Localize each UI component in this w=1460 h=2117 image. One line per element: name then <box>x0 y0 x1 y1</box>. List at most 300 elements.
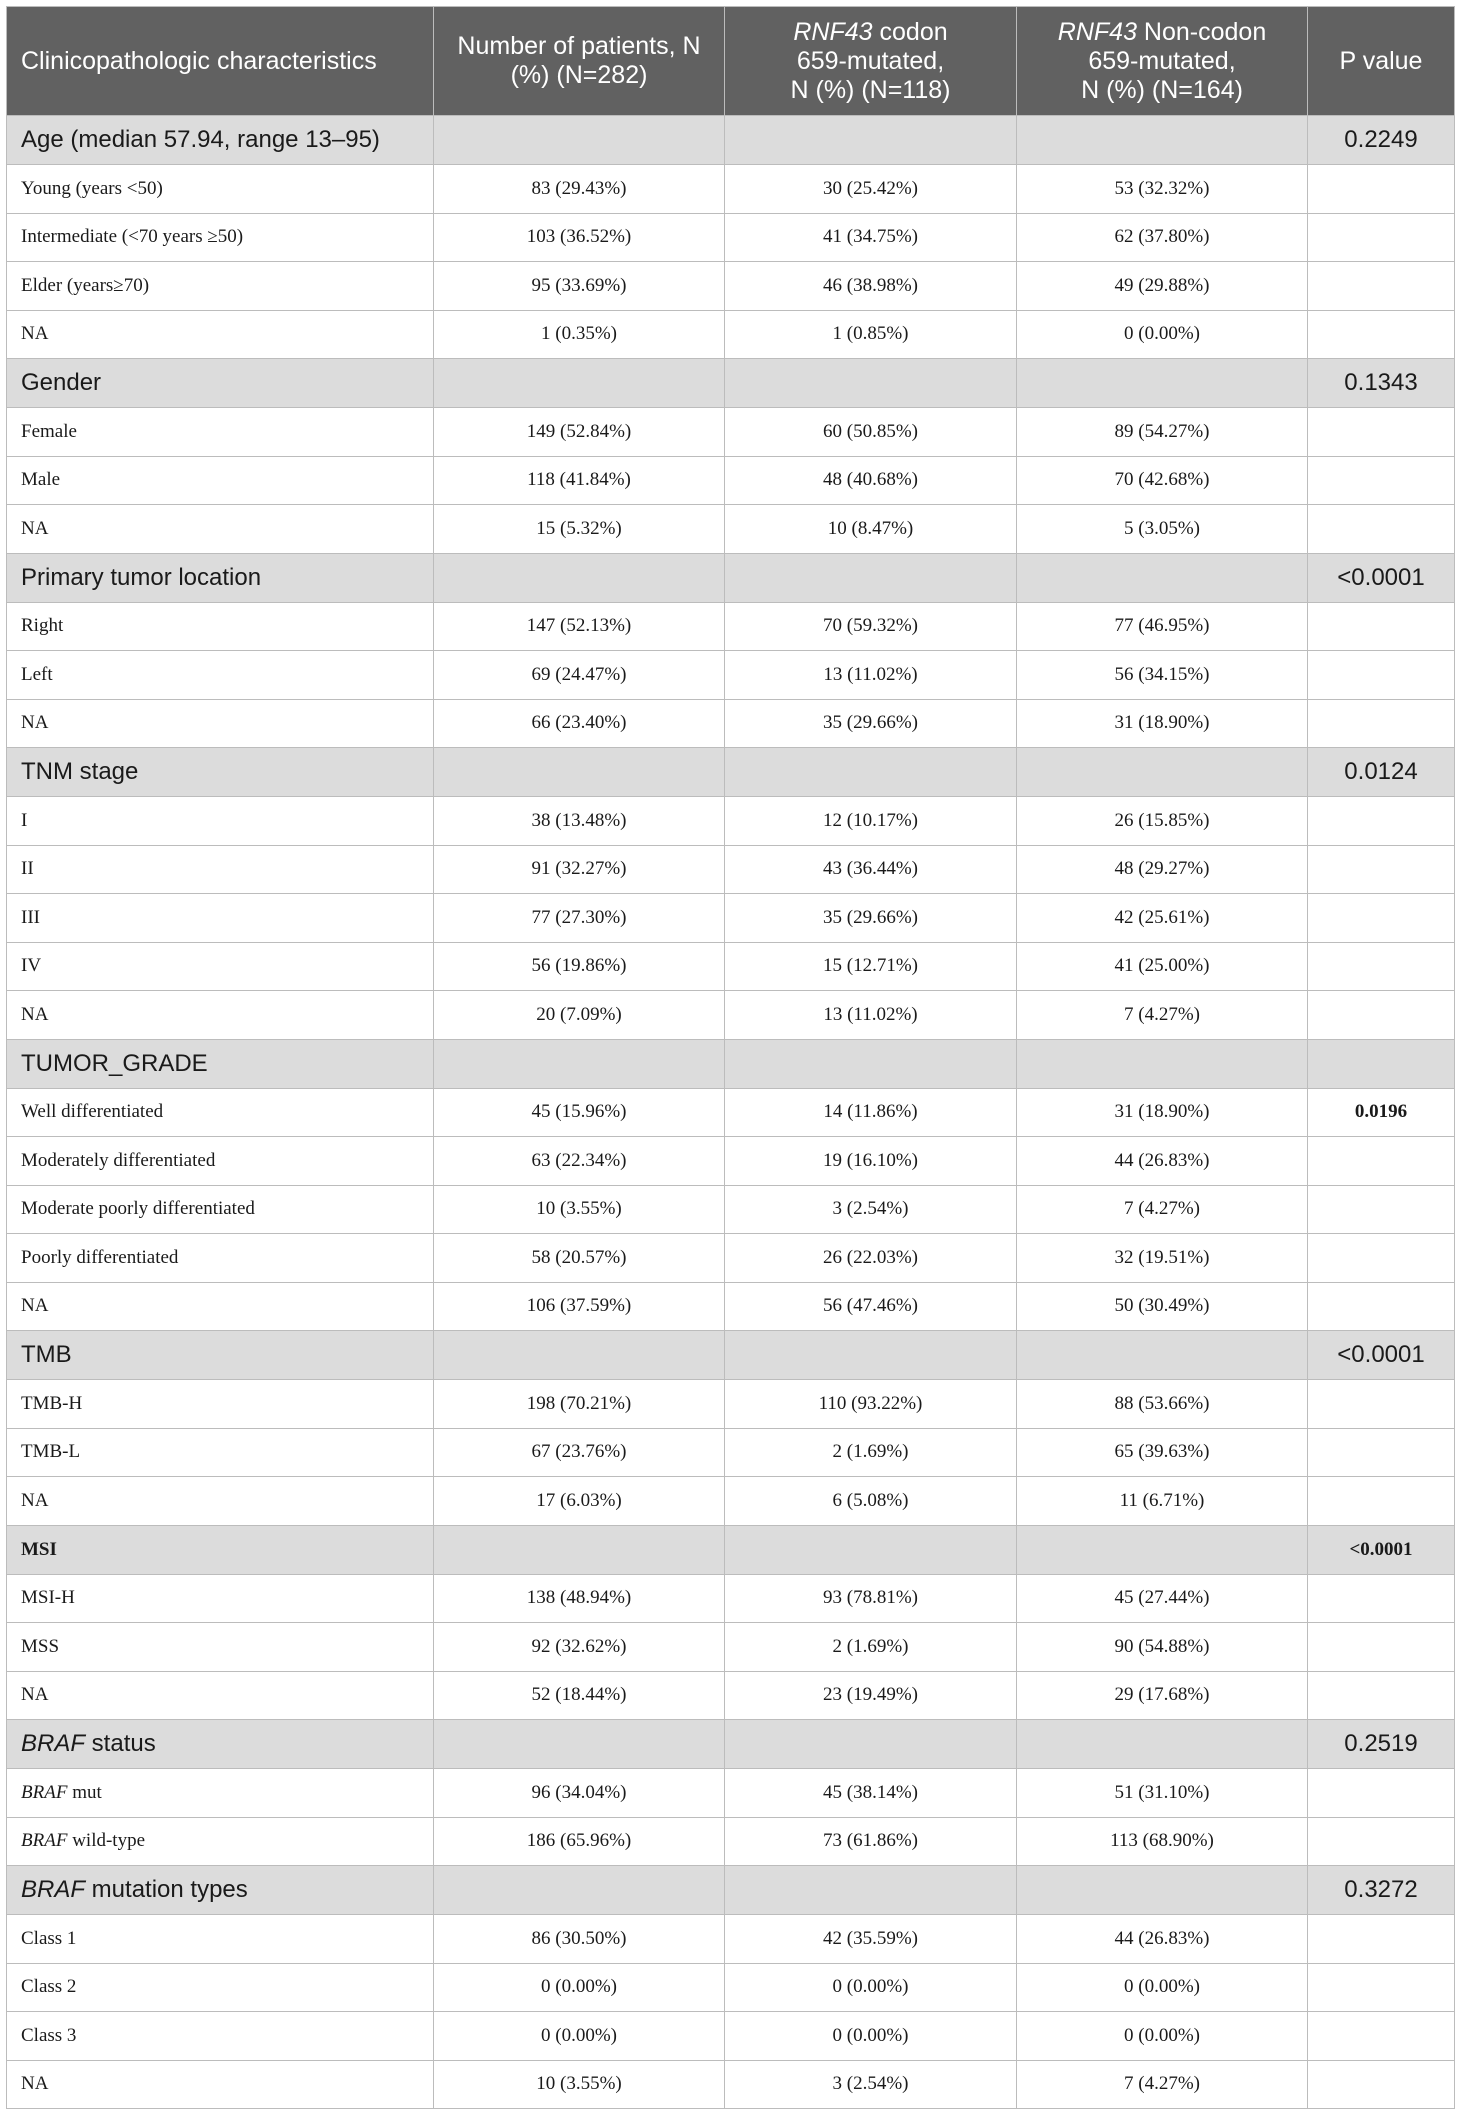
header-noncodon-gene: RNF43 <box>1057 17 1137 46</box>
cell-codon-mutated: 26 (22.03%) <box>725 1234 1017 1283</box>
cell-p-value: 0.0196 <box>1308 1088 1455 1137</box>
cell-total: 10 (3.55%) <box>434 2060 725 2109</box>
row-label-text: Left <box>21 663 53 685</box>
cell-noncodon-mutated: 7 (4.27%) <box>1017 1185 1308 1234</box>
row-label-text: Moderate poorly differentiated <box>21 1198 255 1220</box>
cell-p-value <box>1308 2012 1455 2061</box>
section-p-value: <0.0001 <box>1308 1331 1455 1380</box>
cell-noncodon-mutated: 0 (0.00%) <box>1017 310 1308 359</box>
cell-p-value <box>1308 1282 1455 1331</box>
cell-p-value <box>1308 845 1455 894</box>
cell-p-value <box>1308 1915 1455 1964</box>
section-title-text: status <box>85 1730 156 1757</box>
row-label <box>7 262 434 311</box>
cell-p-value <box>1308 165 1455 214</box>
section-title <box>7 1525 434 1574</box>
header-noncodon-line2: 659-mutated, <box>1088 46 1236 75</box>
table-row <box>7 797 1455 846</box>
table-row <box>7 1963 1455 2012</box>
cell-total: 103 (36.52%) <box>434 213 725 262</box>
cell-p-value <box>1308 991 1455 1040</box>
section-title <box>7 116 434 165</box>
cell-codon-mutated: 23 (19.49%) <box>725 1671 1017 1720</box>
cell-p-value <box>1308 1234 1455 1283</box>
cell-p-value <box>1308 1574 1455 1623</box>
cell-total: 0 (0.00%) <box>434 1963 725 2012</box>
section-p-value: <0.0001 <box>1308 553 1455 602</box>
table-row <box>7 505 1455 554</box>
row-label <box>7 1185 434 1234</box>
row-label <box>7 213 434 262</box>
cell-codon-mutated: 2 (1.69%) <box>725 1623 1017 1672</box>
cell-codon-mutated: 13 (11.02%) <box>725 651 1017 700</box>
row-label <box>7 797 434 846</box>
cell-noncodon-mutated: 5 (3.05%) <box>1017 505 1308 554</box>
row-label-text: NA <box>21 1684 49 1706</box>
row-label <box>7 651 434 700</box>
cell-codon-mutated: 1 (0.85%) <box>725 310 1017 359</box>
row-label <box>7 1623 434 1672</box>
row-label <box>7 310 434 359</box>
cell-total: 147 (52.13%) <box>434 602 725 651</box>
section-empty-cell <box>434 1720 725 1769</box>
cell-noncodon-mutated: 31 (18.90%) <box>1017 699 1308 748</box>
section-empty-cell <box>1017 1525 1308 1574</box>
table-row <box>7 1282 1455 1331</box>
cell-codon-mutated: 56 (47.46%) <box>725 1282 1017 1331</box>
cell-noncodon-mutated: 90 (54.88%) <box>1017 1623 1308 1672</box>
section-row <box>7 1331 1455 1380</box>
row-label-text: NA <box>21 1295 49 1317</box>
section-row <box>7 116 1455 165</box>
cell-codon-mutated: 46 (38.98%) <box>725 262 1017 311</box>
section-empty-cell <box>1017 1331 1308 1380</box>
section-p-value: 0.0124 <box>1308 748 1455 797</box>
cell-total: 83 (29.43%) <box>434 165 725 214</box>
row-label <box>7 1088 434 1137</box>
cell-noncodon-mutated: 44 (26.83%) <box>1017 1915 1308 1964</box>
cell-total: 17 (6.03%) <box>434 1477 725 1526</box>
cell-noncodon-mutated: 51 (31.10%) <box>1017 1769 1308 1818</box>
section-row <box>7 1866 1455 1915</box>
cell-total: 15 (5.32%) <box>434 505 725 554</box>
cell-noncodon-mutated: 32 (19.51%) <box>1017 1234 1308 1283</box>
cell-p-value <box>1308 894 1455 943</box>
cell-noncodon-mutated: 49 (29.88%) <box>1017 262 1308 311</box>
row-label <box>7 1671 434 1720</box>
cell-codon-mutated: 43 (36.44%) <box>725 845 1017 894</box>
row-label-text: NA <box>21 517 49 539</box>
cell-p-value <box>1308 262 1455 311</box>
cell-total: 63 (22.34%) <box>434 1137 725 1186</box>
cell-p-value <box>1308 1380 1455 1429</box>
row-label <box>7 991 434 1040</box>
cell-noncodon-mutated: 88 (53.66%) <box>1017 1380 1308 1429</box>
section-empty-cell <box>725 1720 1017 1769</box>
cell-p-value <box>1308 651 1455 700</box>
table-header-row <box>7 7 1455 116</box>
cell-noncodon-mutated: 29 (17.68%) <box>1017 1671 1308 1720</box>
section-empty-cell <box>1017 359 1308 408</box>
section-title-text: Age (median 57.94, range 13–95) <box>21 126 380 153</box>
cell-codon-mutated: 45 (38.14%) <box>725 1769 1017 1818</box>
section-title-text: TMB <box>21 1341 72 1368</box>
section-empty-cell <box>725 1525 1017 1574</box>
row-label-text: TMB-L <box>21 1441 81 1463</box>
row-label-text: Moderately differentiated <box>21 1149 216 1171</box>
row-label <box>7 845 434 894</box>
cell-p-value <box>1308 456 1455 505</box>
section-empty-cell <box>725 748 1017 797</box>
cell-codon-mutated: 13 (11.02%) <box>725 991 1017 1040</box>
section-p-value: <0.0001 <box>1308 1525 1455 1574</box>
header-characteristics: Clinicopathologic characteristics <box>7 7 434 116</box>
cell-p-value <box>1308 2060 1455 2109</box>
cell-noncodon-mutated: 77 (46.95%) <box>1017 602 1308 651</box>
section-title-text: mutation types <box>85 1876 248 1903</box>
row-label <box>7 408 434 457</box>
header-codon-line3: N (%) (N=118) <box>790 75 951 104</box>
section-empty-cell <box>434 748 725 797</box>
cell-total: 69 (24.47%) <box>434 651 725 700</box>
section-empty-cell <box>434 553 725 602</box>
cell-codon-mutated: 93 (78.81%) <box>725 1574 1017 1623</box>
cell-p-value <box>1308 310 1455 359</box>
section-row <box>7 553 1455 602</box>
cell-p-value <box>1308 505 1455 554</box>
section-p-value: 0.2249 <box>1308 116 1455 165</box>
cell-total: 91 (32.27%) <box>434 845 725 894</box>
cell-total: 186 (65.96%) <box>434 1817 725 1866</box>
cell-noncodon-mutated: 42 (25.61%) <box>1017 894 1308 943</box>
row-label-text: NA <box>21 712 49 734</box>
header-codon-gene: RNF43 <box>793 17 873 46</box>
section-row <box>7 1720 1455 1769</box>
cell-p-value <box>1308 408 1455 457</box>
row-label-text: NA <box>21 2073 49 2095</box>
table-row <box>7 1574 1455 1623</box>
table-row <box>7 1185 1455 1234</box>
cell-total: 149 (52.84%) <box>434 408 725 457</box>
row-label-text: Right <box>21 615 64 637</box>
row-label-text: I <box>21 809 28 831</box>
clinicopathologic-table <box>6 6 1455 2109</box>
cell-p-value <box>1308 699 1455 748</box>
cell-noncodon-mutated: 89 (54.27%) <box>1017 408 1308 457</box>
cell-total: 77 (27.30%) <box>434 894 725 943</box>
cell-codon-mutated: 48 (40.68%) <box>725 456 1017 505</box>
header-noncodon-line3: N (%) (N=164) <box>1081 75 1243 104</box>
table-row <box>7 2012 1455 2061</box>
cell-codon-mutated: 3 (2.54%) <box>725 1185 1017 1234</box>
cell-total: 10 (3.55%) <box>434 1185 725 1234</box>
cell-total: 118 (41.84%) <box>434 456 725 505</box>
cell-codon-mutated: 0 (0.00%) <box>725 2012 1017 2061</box>
cell-total: 45 (15.96%) <box>434 1088 725 1137</box>
header-total-patients: Number of patients, N (%) (N=282) <box>434 7 725 116</box>
section-title-text: MSI <box>21 1538 57 1560</box>
cell-codon-mutated: 14 (11.86%) <box>725 1088 1017 1137</box>
section-title <box>7 1866 434 1915</box>
cell-p-value <box>1308 602 1455 651</box>
cell-noncodon-mutated: 56 (34.15%) <box>1017 651 1308 700</box>
row-label <box>7 699 434 748</box>
cell-p-value <box>1308 1477 1455 1526</box>
section-empty-cell <box>434 1039 725 1088</box>
row-label-text: mut <box>67 1781 102 1803</box>
table-row <box>7 602 1455 651</box>
row-label-text: II <box>21 858 34 880</box>
table-row <box>7 456 1455 505</box>
row-label <box>7 1963 434 2012</box>
row-label <box>7 2060 434 2109</box>
table-row <box>7 1623 1455 1672</box>
cell-total: 0 (0.00%) <box>434 2012 725 2061</box>
row-label-text: Young (years <50) <box>21 177 163 199</box>
cell-noncodon-mutated: 0 (0.00%) <box>1017 1963 1308 2012</box>
row-label <box>7 1282 434 1331</box>
section-row <box>7 359 1455 408</box>
row-label <box>7 505 434 554</box>
header-codon-line2: 659-mutated, <box>796 46 945 75</box>
row-label-text: wild-type <box>67 1830 146 1852</box>
section-p-value: 0.2519 <box>1308 1720 1455 1769</box>
row-label <box>7 1915 434 1964</box>
header-codon-mutated <box>725 7 1017 116</box>
section-empty-cell <box>725 116 1017 165</box>
cell-noncodon-mutated: 113 (68.90%) <box>1017 1817 1308 1866</box>
row-label-text: NA <box>21 1489 49 1511</box>
table-row <box>7 1380 1455 1429</box>
cell-noncodon-mutated: 65 (39.63%) <box>1017 1428 1308 1477</box>
cell-codon-mutated: 10 (8.47%) <box>725 505 1017 554</box>
row-label <box>7 602 434 651</box>
cell-total: 38 (13.48%) <box>434 797 725 846</box>
cell-p-value <box>1308 1963 1455 2012</box>
cell-codon-mutated: 3 (2.54%) <box>725 2060 1017 2109</box>
row-label-text: TMB-H <box>21 1392 83 1414</box>
row-label-text: Class 3 <box>21 2024 77 2046</box>
header-codon-line1: codon <box>872 17 948 46</box>
table-row <box>7 1234 1455 1283</box>
cell-codon-mutated: 73 (61.86%) <box>725 1817 1017 1866</box>
cell-p-value <box>1308 797 1455 846</box>
row-label-text: Female <box>21 420 77 442</box>
table-row <box>7 942 1455 991</box>
row-label-text: IV <box>21 955 42 977</box>
cell-codon-mutated: 35 (29.66%) <box>725 699 1017 748</box>
cell-noncodon-mutated: 44 (26.83%) <box>1017 1137 1308 1186</box>
section-title-text: Primary tumor location <box>21 563 262 591</box>
section-empty-cell <box>1017 116 1308 165</box>
row-label <box>7 1380 434 1429</box>
table-row <box>7 213 1455 262</box>
cell-p-value <box>1308 213 1455 262</box>
row-label <box>7 1817 434 1866</box>
table-row <box>7 894 1455 943</box>
cell-codon-mutated: 2 (1.69%) <box>725 1428 1017 1477</box>
table-row <box>7 1817 1455 1866</box>
row-label <box>7 456 434 505</box>
cell-codon-mutated: 35 (29.66%) <box>725 894 1017 943</box>
section-empty-cell <box>725 1331 1017 1380</box>
row-label <box>7 1477 434 1526</box>
section-empty-cell <box>725 1866 1017 1915</box>
row-label-text: Well differentiated <box>21 1101 164 1123</box>
cell-codon-mutated: 110 (93.22%) <box>725 1380 1017 1429</box>
row-label-text: Poorly differentiated <box>21 1246 179 1268</box>
cell-total: 106 (37.59%) <box>434 1282 725 1331</box>
section-title <box>7 1039 434 1088</box>
section-p-value: 0.3272 <box>1308 1866 1455 1915</box>
section-title-text: TNM stage <box>21 758 139 785</box>
cell-codon-mutated: 0 (0.00%) <box>725 1963 1017 2012</box>
section-title-text: TUMOR_GRADE <box>21 1049 208 1077</box>
cell-codon-mutated: 30 (25.42%) <box>725 165 1017 214</box>
cell-p-value <box>1308 942 1455 991</box>
table-row <box>7 1915 1455 1964</box>
cell-total: 20 (7.09%) <box>434 991 725 1040</box>
row-label-text: NA <box>21 1003 49 1025</box>
row-label-text: Class 1 <box>21 1927 77 1949</box>
header-noncodon-mutated <box>1017 7 1308 116</box>
section-title-text: Gender <box>21 369 102 396</box>
row-label <box>7 942 434 991</box>
cell-codon-mutated: 70 (59.32%) <box>725 602 1017 651</box>
section-empty-cell <box>725 553 1017 602</box>
cell-noncodon-mutated: 53 (32.32%) <box>1017 165 1308 214</box>
cell-p-value <box>1308 1137 1455 1186</box>
cell-total: 95 (33.69%) <box>434 262 725 311</box>
cell-total: 56 (19.86%) <box>434 942 725 991</box>
cell-total: 58 (20.57%) <box>434 1234 725 1283</box>
section-p-value: 0.1343 <box>1308 359 1455 408</box>
table-row <box>7 1769 1455 1818</box>
row-label <box>7 2012 434 2061</box>
row-label-text: Male <box>21 469 61 491</box>
section-empty-cell <box>434 1866 725 1915</box>
cell-total: 198 (70.21%) <box>434 1380 725 1429</box>
cell-codon-mutated: 19 (16.10%) <box>725 1137 1017 1186</box>
cell-p-value <box>1308 1671 1455 1720</box>
cell-total: 66 (23.40%) <box>434 699 725 748</box>
table-row <box>7 262 1455 311</box>
section-title <box>7 1331 434 1380</box>
section-empty-cell <box>1017 1720 1308 1769</box>
table-row <box>7 2060 1455 2109</box>
cell-p-value <box>1308 1769 1455 1818</box>
row-label <box>7 1137 434 1186</box>
section-empty-cell <box>434 1331 725 1380</box>
section-title <box>7 553 434 602</box>
cell-noncodon-mutated: 45 (27.44%) <box>1017 1574 1308 1623</box>
cell-noncodon-mutated: 62 (37.80%) <box>1017 213 1308 262</box>
table-row <box>7 699 1455 748</box>
row-label-text: Intermediate (<70 years ≥50) <box>21 226 244 248</box>
cell-noncodon-mutated: 70 (42.68%) <box>1017 456 1308 505</box>
row-label-text: Class 2 <box>21 1976 77 1998</box>
cell-codon-mutated: 41 (34.75%) <box>725 213 1017 262</box>
cell-noncodon-mutated: 0 (0.00%) <box>1017 2012 1308 2061</box>
section-empty-cell <box>725 1039 1017 1088</box>
cell-noncodon-mutated: 50 (30.49%) <box>1017 1282 1308 1331</box>
row-label-text: MSI-H <box>21 1587 75 1609</box>
cell-total: 1 (0.35%) <box>434 310 725 359</box>
section-row <box>7 1525 1455 1574</box>
cell-p-value <box>1308 1185 1455 1234</box>
section-title <box>7 1720 434 1769</box>
section-empty-cell <box>434 359 725 408</box>
row-label-gene: BRAF <box>21 1781 68 1803</box>
table-row <box>7 310 1455 359</box>
table-row <box>7 991 1455 1040</box>
row-label <box>7 894 434 943</box>
section-title <box>7 359 434 408</box>
section-title-gene: BRAF <box>21 1876 86 1903</box>
cell-noncodon-mutated: 26 (15.85%) <box>1017 797 1308 846</box>
table-row <box>7 651 1455 700</box>
cell-total: 96 (34.04%) <box>434 1769 725 1818</box>
cell-codon-mutated: 6 (5.08%) <box>725 1477 1017 1526</box>
row-label-gene: BRAF <box>21 1830 68 1852</box>
row-label <box>7 1769 434 1818</box>
row-label-text: MSS <box>21 1635 60 1657</box>
table-row <box>7 1428 1455 1477</box>
row-label <box>7 1428 434 1477</box>
header-p-value: P value <box>1308 7 1455 116</box>
table-row <box>7 165 1455 214</box>
section-empty-cell <box>434 1525 725 1574</box>
table-row <box>7 408 1455 457</box>
cell-codon-mutated: 15 (12.71%) <box>725 942 1017 991</box>
cell-p-value <box>1308 1428 1455 1477</box>
table-container <box>6 6 1454 2109</box>
section-empty-cell <box>1017 748 1308 797</box>
section-empty-cell <box>1017 1866 1308 1915</box>
table-row <box>7 1137 1455 1186</box>
section-title-gene: BRAF <box>21 1730 86 1757</box>
row-label <box>7 1234 434 1283</box>
section-empty-cell <box>1017 1039 1308 1088</box>
cell-p-value <box>1308 1623 1455 1672</box>
cell-codon-mutated: 60 (50.85%) <box>725 408 1017 457</box>
section-row <box>7 1039 1455 1088</box>
section-row <box>7 748 1455 797</box>
cell-noncodon-mutated: 7 (4.27%) <box>1017 2060 1308 2109</box>
row-label-text: NA <box>21 323 49 345</box>
row-label-text: III <box>21 906 40 928</box>
cell-noncodon-mutated: 48 (29.27%) <box>1017 845 1308 894</box>
section-empty-cell <box>725 359 1017 408</box>
cell-total: 138 (48.94%) <box>434 1574 725 1623</box>
table-row <box>7 1088 1455 1137</box>
section-empty-cell <box>1017 553 1308 602</box>
row-label <box>7 1574 434 1623</box>
table-row <box>7 845 1455 894</box>
cell-total: 52 (18.44%) <box>434 1671 725 1720</box>
section-p-value <box>1308 1039 1455 1088</box>
header-noncodon-line1: Non-codon <box>1136 17 1267 46</box>
row-label-text: Elder (years≥70) <box>21 274 150 296</box>
table-row <box>7 1671 1455 1720</box>
section-empty-cell <box>434 116 725 165</box>
table-row <box>7 1477 1455 1526</box>
cell-total: 86 (30.50%) <box>434 1915 725 1964</box>
cell-p-value <box>1308 1817 1455 1866</box>
cell-noncodon-mutated: 31 (18.90%) <box>1017 1088 1308 1137</box>
cell-codon-mutated: 12 (10.17%) <box>725 797 1017 846</box>
row-label <box>7 165 434 214</box>
